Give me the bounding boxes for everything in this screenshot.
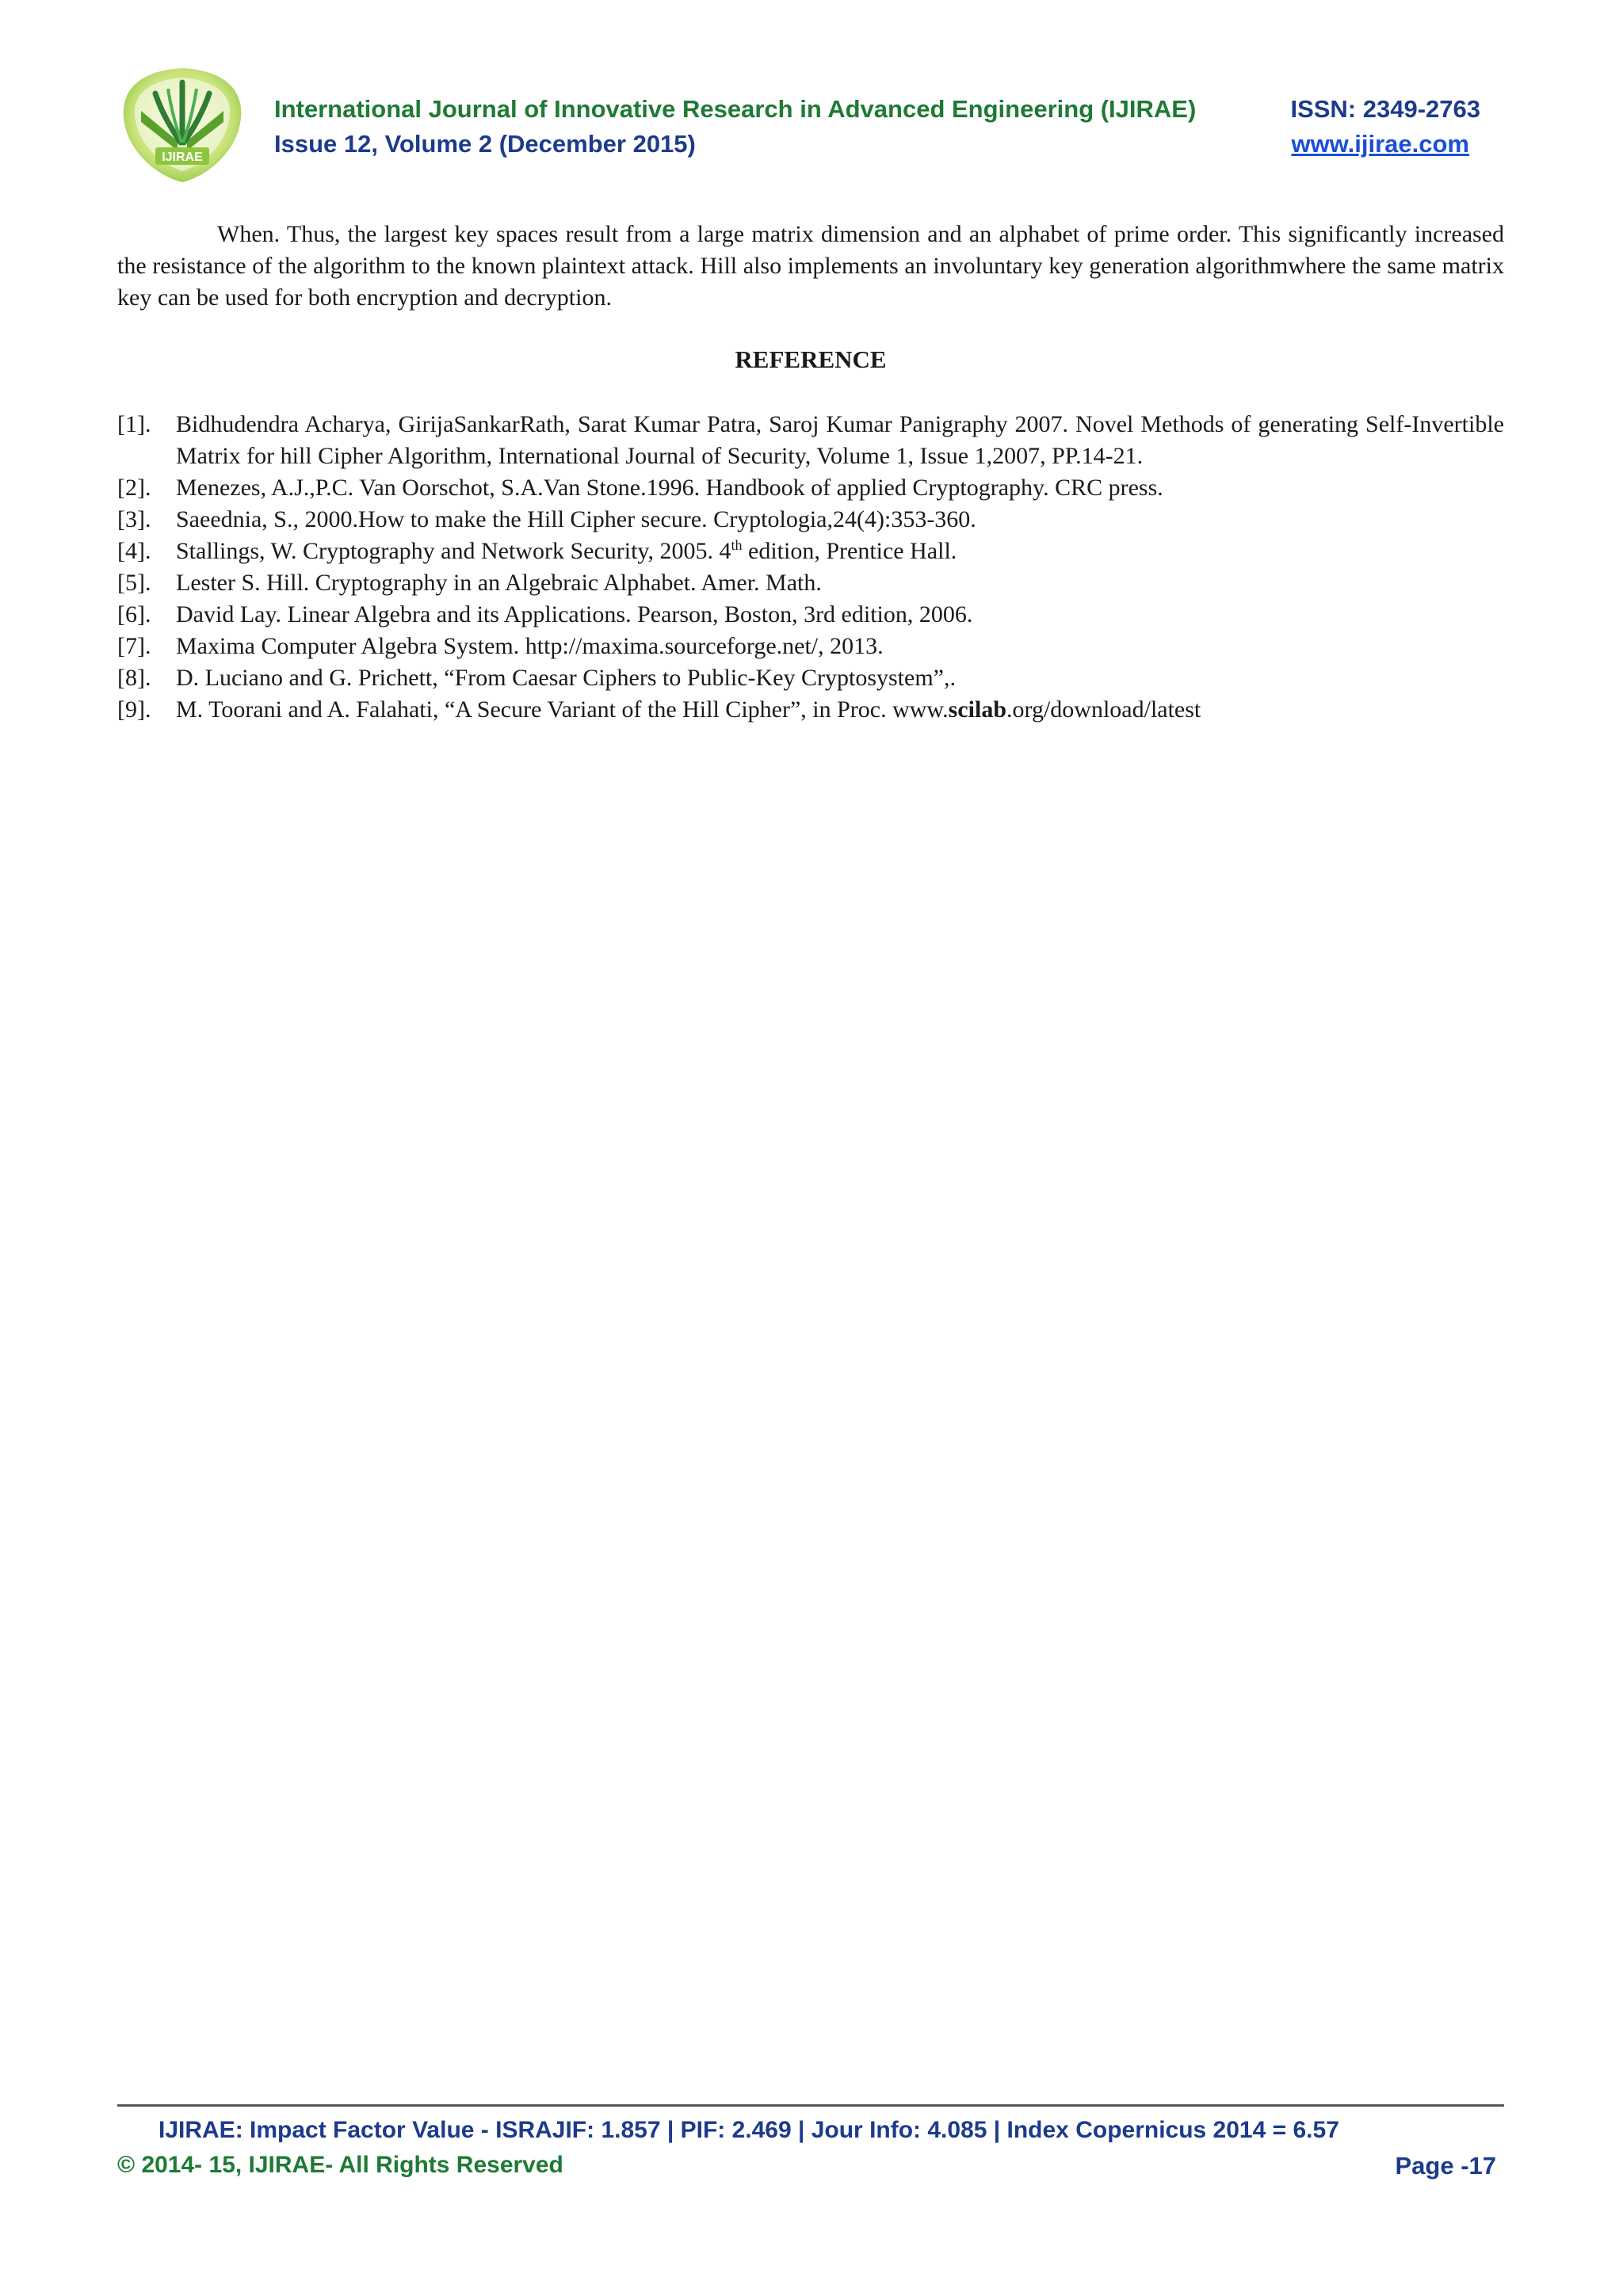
svg-text:IJIRAE: IJIRAE [162, 151, 203, 164]
reference-text-part: M. Toorani and A. Falahati, “A Secure Variant of the Hill Cipher”, in Proc. www. [176, 696, 949, 723]
copyright: © 2014- 15, IJIRAE- All Rights Reserved [117, 2152, 563, 2178]
reference-number: [1]. [117, 411, 151, 437]
reference-text-part: Stallings, W. Cryptography and Network Security, 2005. 4 [176, 538, 731, 564]
reference-text-part: .org/download/latest [1006, 696, 1201, 723]
impact-factor: IJIRAE: Impact Factor Value - ISRAJIF: 1.857 | PIF: 2.469 | Jour Info: 4.085 | Index Copernicus 2014 = 6.57 [158, 2117, 1339, 2143]
reference-text [176, 536, 1504, 567]
reference-item [117, 409, 1504, 472]
superscript: th [731, 537, 743, 553]
reference-list [117, 409, 1504, 726]
ijirae-logo [119, 65, 246, 185]
reference-bold-text: scilab [948, 696, 1007, 723]
footer-divider [117, 2104, 1504, 2107]
journal-title: International Journal of Innovative Research in Advanced Engineering (IJIRAE) [274, 95, 1197, 123]
reference-item [117, 599, 1504, 631]
reference-text-part: edition, Prentice Hall. [742, 538, 957, 564]
issn: ISSN: 2349-2763 [1290, 95, 1480, 123]
reference-number: [8]. [117, 665, 151, 691]
issue-volume: Issue 12, Volume 2 (December 2015) [274, 130, 696, 158]
reference-number: [5]. [117, 570, 151, 596]
reference-item [117, 472, 1504, 504]
reference-number: [7]. [117, 633, 151, 659]
reference-text: Lester S. Hill. Cryptography in an Algebraic Alphabet. Amer. Math. [176, 570, 822, 596]
reference-heading: REFERENCE [735, 345, 887, 373]
page-number: Page -17 [1395, 2152, 1496, 2180]
reference-text: Maxima Computer Algebra System. http://maxima.sourceforge.net/, 2013. [176, 633, 884, 659]
reference-item [117, 504, 1504, 536]
reference-number: [4]. [117, 538, 151, 564]
reference-item [117, 536, 1504, 567]
reference-item [117, 662, 1504, 694]
reference-text: Menezes, A.J.,P.C. Van Oorschot, S.A.Van Stone.1996. Handbook of applied Cryptography. CRC press. [176, 475, 1163, 501]
website-link[interactable]: www.ijirae.com [1291, 130, 1469, 158]
reference-text [176, 694, 1504, 726]
reference-text: Saeednia, S., 2000.How to make the Hill Cipher secure. Cryptologia,24(4):353-360. [176, 506, 976, 532]
reference-item [117, 631, 1504, 662]
body-paragraph: When. Thus, the largest key spaces result from a large matrix dimension and an alphabet of prime order. This significantly increased the resistance of the algorithm to the known plaintext attack. Hill also implements an involuntary key generation algorithmwhere the same matrix key can be used for both encryption and decryption. [117, 221, 1504, 311]
reference-item [117, 567, 1504, 599]
reference-number: [6]. [117, 601, 151, 627]
reference-number: [2]. [117, 475, 151, 501]
reference-text: D. Luciano and G. Prichett, “From Caesar Ciphers to Public-Key Cryptosystem”,. [176, 665, 956, 691]
reference-text: Bidhudendra Acharya, GirijaSankarRath, Sarat Kumar Patra, Saroj Kumar Panigraphy 2007. Novel Methods of generating Self-Invertible Matrix for hill Cipher Algorithm, International Journal of Security, Volume 1, Issue 1,2007, PP.14-21. [176, 411, 1504, 469]
reference-text: David Lay. Linear Algebra and its Applications. Pearson, Boston, 3rd edition, 2006. [176, 601, 973, 627]
reference-number: [3]. [117, 506, 151, 532]
reference-item [117, 694, 1504, 726]
reference-number: [9]. [117, 696, 151, 723]
